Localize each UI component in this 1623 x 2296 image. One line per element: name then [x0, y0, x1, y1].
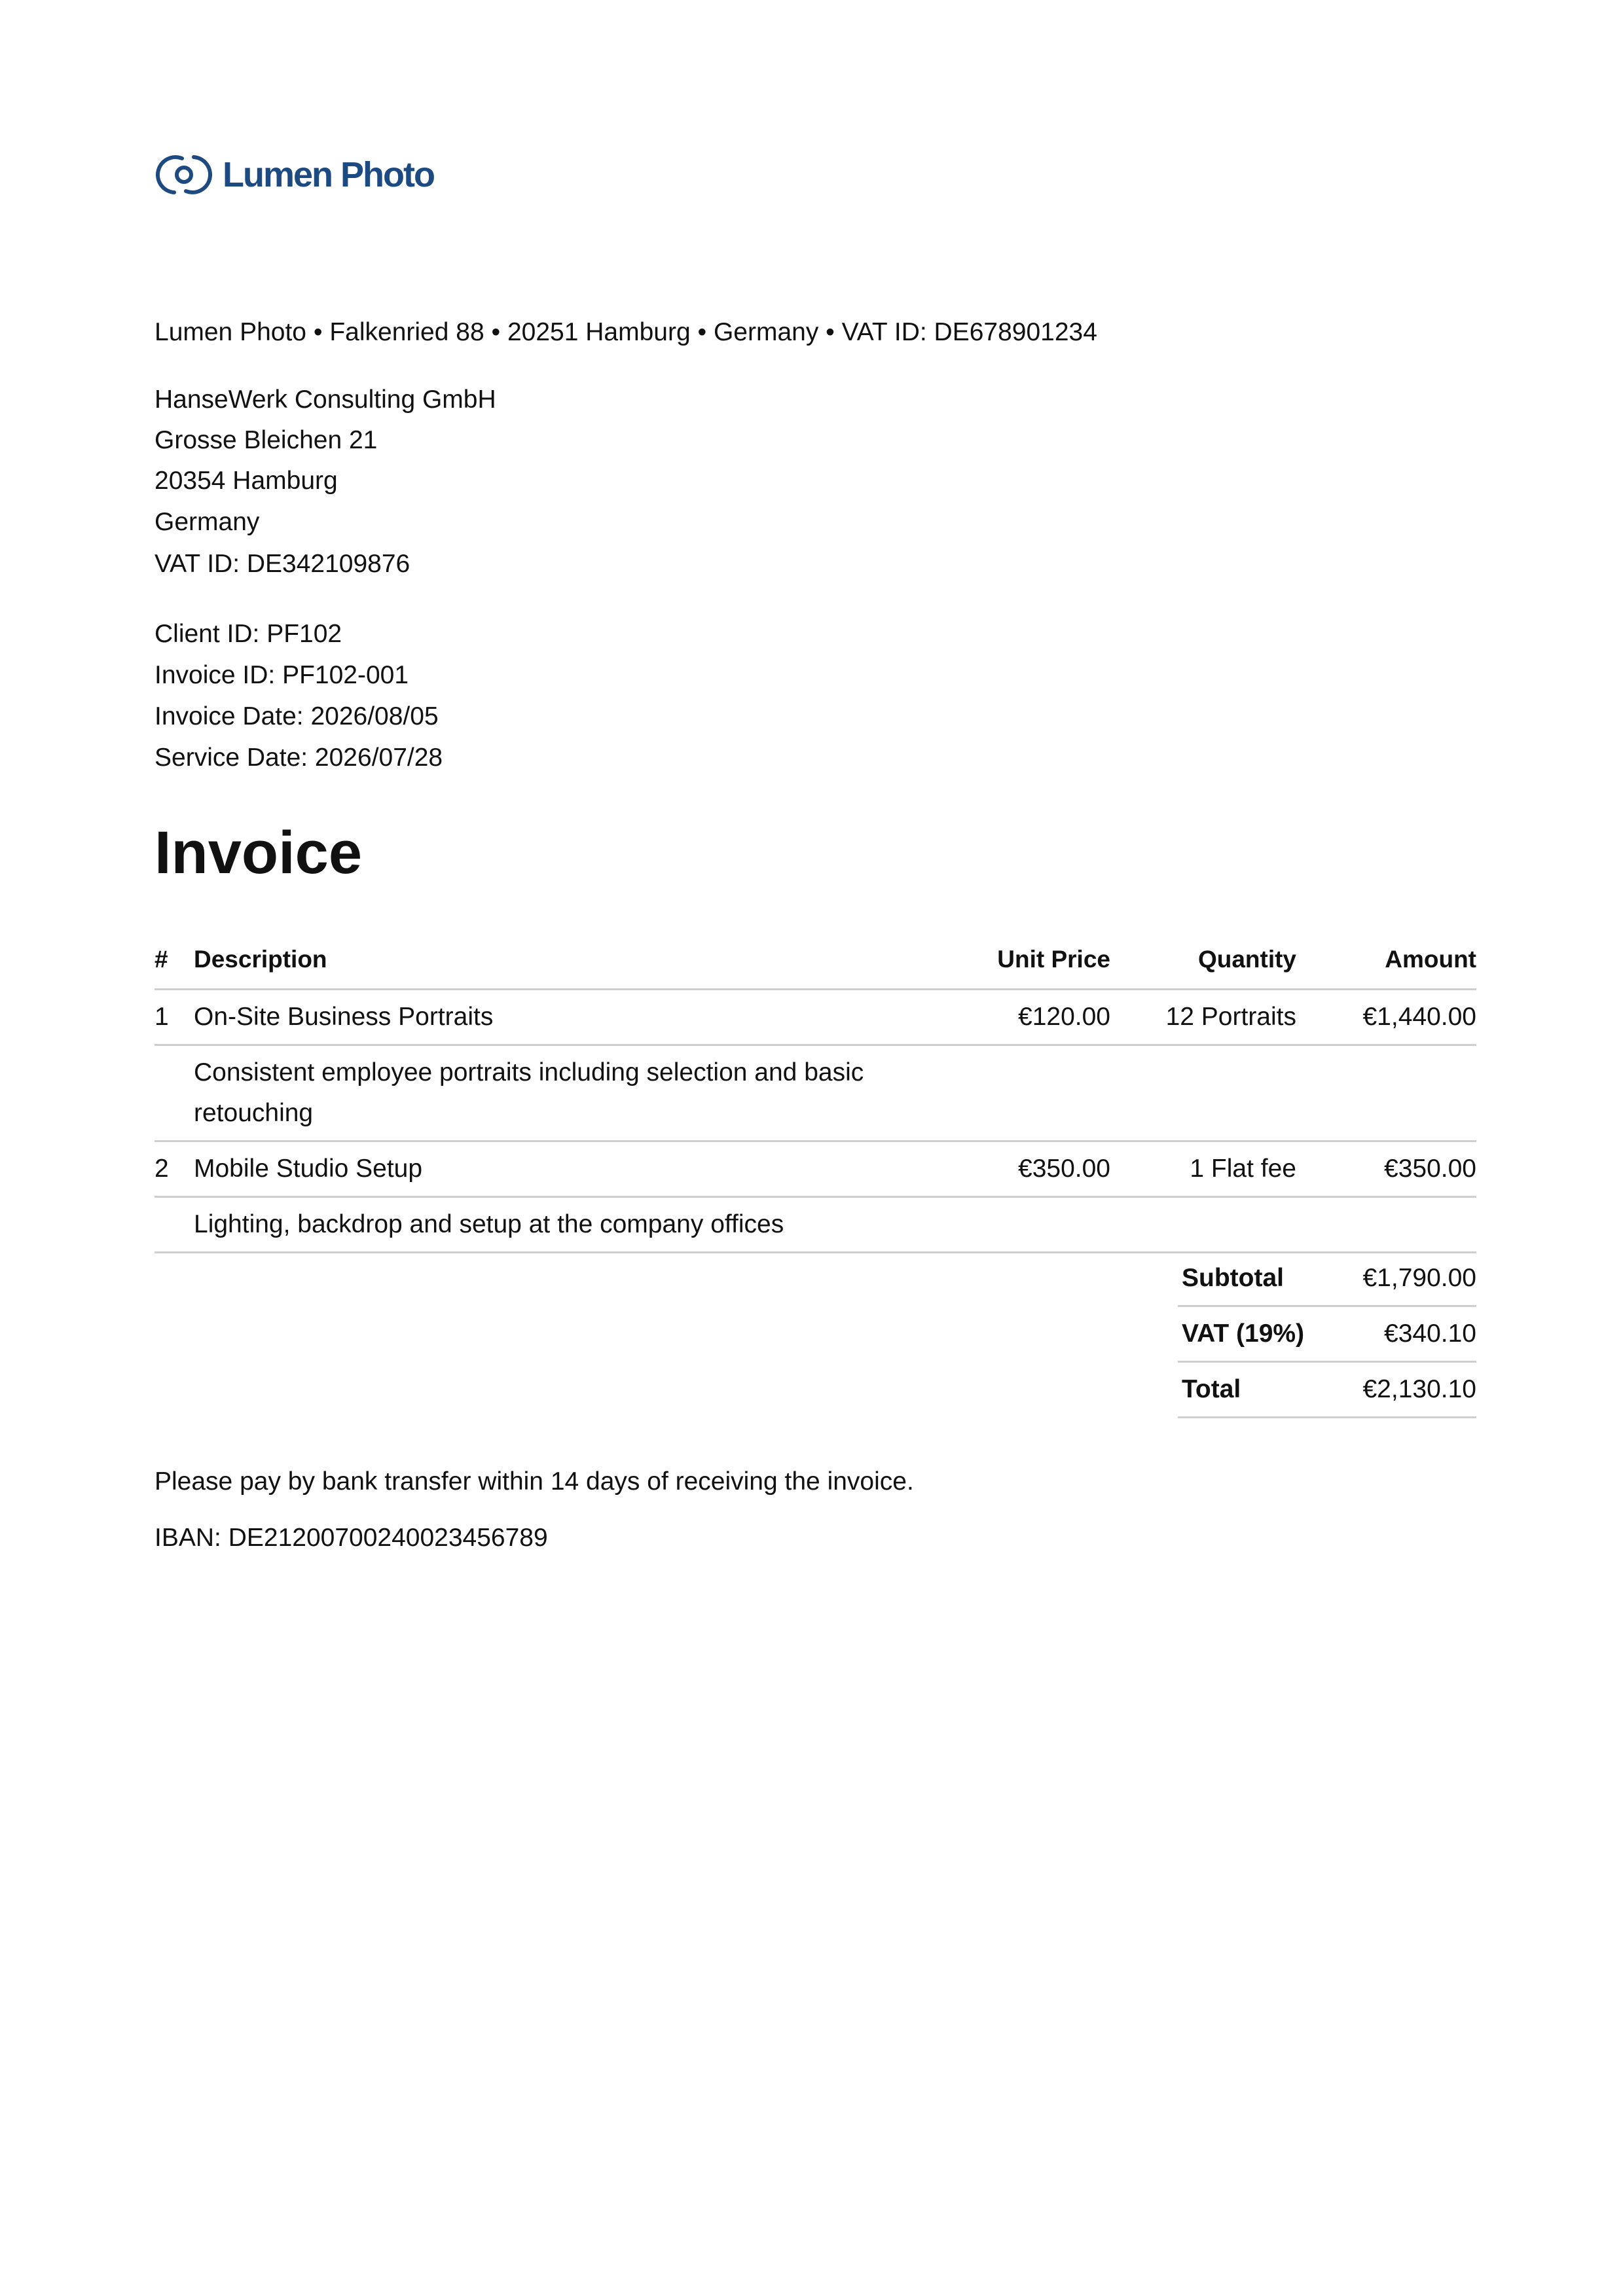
sender-address-line: Lumen Photo • Falkenried 88 • 20251 Hamburg • Germany • VAT ID: DE678901234: [155, 318, 1097, 346]
recipient-company: HanseWerk Consulting GmbH: [155, 386, 496, 414]
header-number: #: [155, 931, 194, 990]
recipient-city: 20354 Hamburg: [155, 467, 338, 495]
vat-row: [1178, 1306, 1476, 1362]
item-number: 1: [155, 990, 194, 1045]
table-row-details: [155, 1045, 1476, 1141]
header-quantity: Quantity: [1110, 931, 1296, 990]
client-id: Client ID: PF102: [155, 620, 342, 648]
total-value: €2,130.10: [1335, 1362, 1476, 1418]
total-label: Total: [1178, 1362, 1335, 1418]
subtotal-value: €1,790.00: [1335, 1251, 1476, 1306]
payment-note: Please pay by bank transfer within 14 days of receiving the invoice.: [155, 1467, 914, 1496]
iban: IBAN: DE21200700240023456789: [155, 1524, 548, 1552]
item-details: Lighting, backdrop and setup at the company offices: [194, 1197, 947, 1253]
item-description: Mobile Studio Setup: [194, 1141, 947, 1197]
table-row: [155, 1141, 1476, 1197]
line-items-table: [155, 931, 1476, 1253]
total-row: [1178, 1362, 1476, 1418]
recipient-country: Germany: [155, 508, 260, 536]
item-quantity: 12 Portraits: [1110, 990, 1296, 1045]
recipient-street: Grosse Bleichen 21: [155, 426, 378, 454]
subtotal-row: [1178, 1251, 1476, 1306]
item-details: Consistent employee portraits including selection and basic retouching: [194, 1045, 947, 1141]
camera-lens-icon: [155, 152, 213, 198]
vat-label: VAT (19%): [1178, 1306, 1335, 1362]
company-logo: [155, 152, 434, 198]
document-title: Invoice: [155, 819, 363, 886]
item-unit-price: €120.00: [947, 990, 1110, 1045]
item-amount: €350.00: [1296, 1141, 1476, 1197]
company-logo-text: Lumen Photo: [223, 155, 434, 194]
invoice-date: Invoice Date: 2026/08/05: [155, 702, 439, 730]
item-number: 2: [155, 1141, 194, 1197]
invoice-id: Invoice ID: PF102-001: [155, 661, 409, 689]
header-description: Description: [194, 931, 947, 990]
item-description: On-Site Business Portraits: [194, 990, 947, 1045]
header-amount: Amount: [1296, 931, 1476, 990]
subtotal-label: Subtotal: [1178, 1251, 1335, 1306]
header-unit-price: Unit Price: [947, 931, 1110, 990]
table-row-details: [155, 1197, 1476, 1253]
table-row: [155, 990, 1476, 1045]
service-date: Service Date: 2026/07/28: [155, 744, 443, 772]
item-unit-price: €350.00: [947, 1141, 1110, 1197]
recipient-vat-id: VAT ID: DE342109876: [155, 550, 410, 578]
vat-value: €340.10: [1335, 1306, 1476, 1362]
item-amount: €1,440.00: [1296, 990, 1476, 1045]
totals-table: [1178, 1251, 1476, 1418]
item-quantity: 1 Flat fee: [1110, 1141, 1296, 1197]
table-header-row: [155, 931, 1476, 990]
